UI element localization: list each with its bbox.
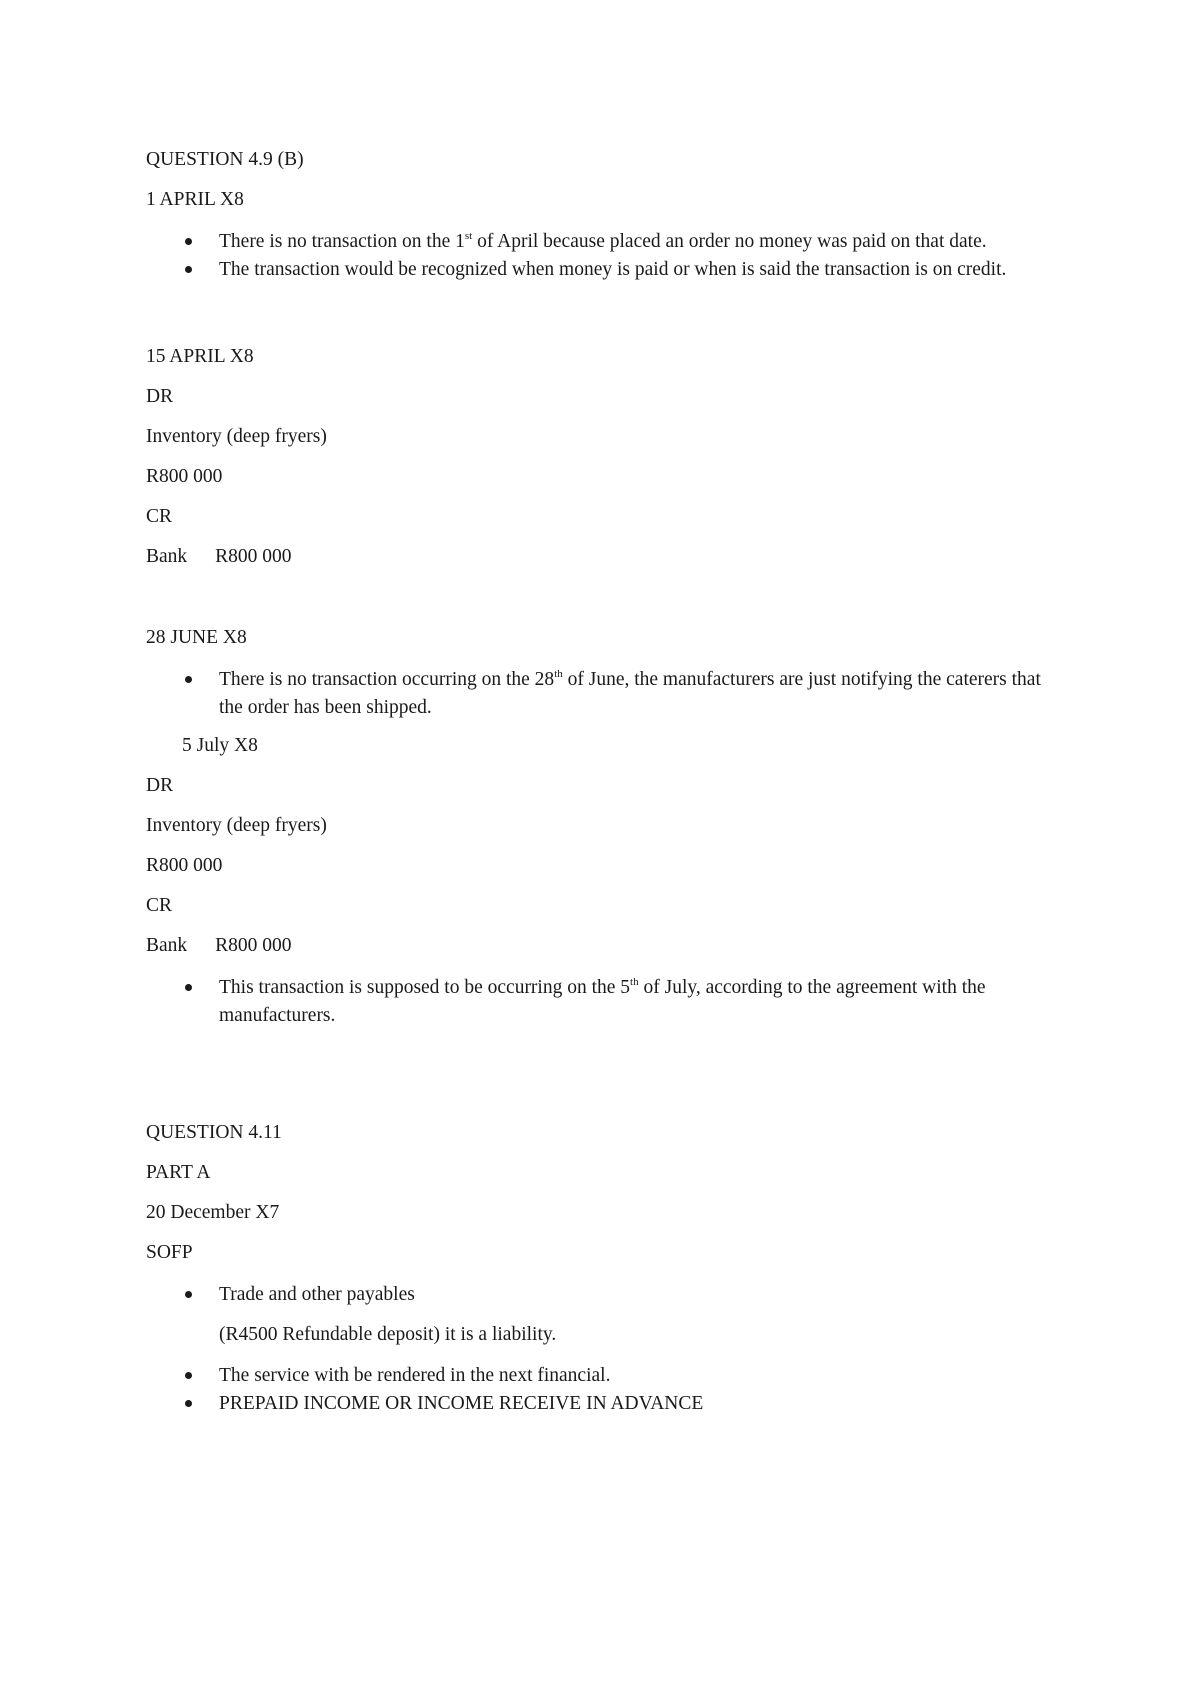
date-5-july: 5 July X8 — [182, 735, 258, 756]
debit-label: DR — [146, 775, 174, 796]
list-item: The service with be rendered in the next financial. — [146, 1362, 1076, 1390]
list-item: Trade and other payables — [146, 1281, 1076, 1309]
question-4-9-heading: QUESTION 4.9 (B) — [146, 149, 304, 170]
refundable-deposit-note: (R4500 Refundable deposit) it is a liability. — [219, 1324, 557, 1345]
bullet-icon — [185, 266, 192, 273]
part-a-heading: PART A — [146, 1162, 211, 1183]
date-1-april: 1 APRIL X8 — [146, 189, 244, 210]
date-28-june: 28 JUNE X8 — [146, 627, 247, 648]
debit-label: DR — [146, 386, 174, 407]
list-item: The transaction would be recognized when money is paid or when is said the transaction is on credit. — [146, 256, 1076, 284]
date-20-december: 20 December X7 — [146, 1202, 280, 1223]
credit-label: CR — [146, 895, 173, 916]
list-item: This transaction is supposed to be occurring on the 5th of July, according to the agreement with the manufacturers. — [146, 974, 1076, 1029]
credit-label: CR — [146, 506, 173, 527]
bank-entry: Bank R800 000 — [146, 935, 292, 956]
question-4-11-heading: QUESTION 4.11 — [146, 1122, 282, 1143]
amount: R800 000 — [146, 466, 223, 487]
amount: R800 000 — [146, 855, 223, 876]
bullet-icon — [185, 1291, 192, 1298]
bullet-list-income — [146, 1362, 1076, 1417]
bank-entry: Bank R800 000 — [146, 546, 292, 567]
list-item: There is no transaction occurring on the 28th of June, the manufacturers are just notifying the caterers that the order has been shipped. — [146, 666, 1076, 721]
bullet-list-july — [146, 974, 1076, 1029]
bullet-icon — [185, 1372, 192, 1379]
inventory-label: Inventory (deep fryers) — [146, 426, 327, 447]
bullet-icon — [185, 676, 192, 683]
bullet-list-sofp — [146, 1281, 1076, 1309]
date-15-april: 15 APRIL X8 — [146, 346, 254, 367]
bullet-list-april — [146, 228, 1076, 283]
sofp-label: SOFP — [146, 1242, 193, 1263]
list-item: There is no transaction on the 1st of April because placed an order no money was paid on that date. — [146, 228, 1076, 256]
bullet-icon — [185, 984, 192, 991]
bullet-list-june — [146, 666, 1076, 721]
list-item: PREPAID INCOME OR INCOME RECEIVE IN ADVANCE — [146, 1390, 1076, 1418]
bullet-icon — [185, 238, 192, 245]
inventory-label: Inventory (deep fryers) — [146, 815, 327, 836]
bullet-icon — [185, 1400, 192, 1407]
